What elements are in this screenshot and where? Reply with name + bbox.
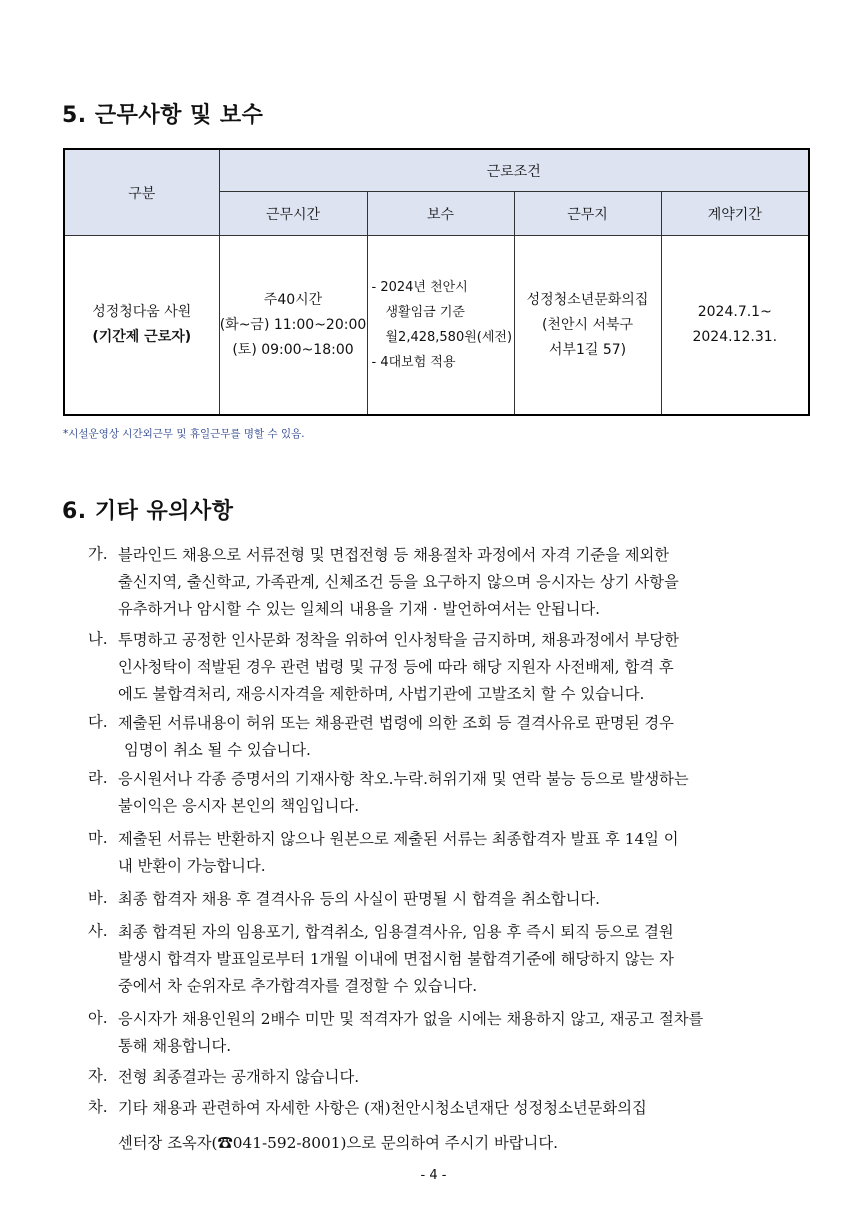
hours-line: (화~금) 11:00~20:00 xyxy=(219,316,367,333)
section6-title: 6. 기타 유의사항 xyxy=(62,499,234,524)
location-line: 서부1길 57) xyxy=(548,341,627,358)
list-item xyxy=(88,1006,812,1060)
section5-title: 5. 근무사항 및 보수 xyxy=(62,103,264,128)
table-note: *시설운영상 시간외근무 및 휴일근무를 명할 수 있음. xyxy=(63,428,305,440)
item-line: 투명하고 공정한 인사문화 정착을 위하여 인사청탁을 금지하며, 채용과정에서 부당한 xyxy=(118,631,679,649)
header-work-conditions: 근로조건 xyxy=(219,149,809,192)
item-line: 최종 합격자 채용 후 결격사유 등의 사실이 판명될 시 합격을 취소합니다. xyxy=(118,890,601,908)
item-line: 불이익은 응시자 본인의 책임입니다. xyxy=(118,797,360,815)
location-line: 성정청소년문화의집 xyxy=(526,291,649,308)
header-location: 근무지 xyxy=(514,192,661,236)
position-title: 성정청다움 사원 xyxy=(92,304,192,320)
list-item xyxy=(88,542,812,623)
position-type: (기간제 근로자) xyxy=(92,329,192,345)
item-marker: 다. xyxy=(88,713,108,731)
item-marker: 사. xyxy=(88,922,108,940)
item-marker: 차. xyxy=(88,1098,108,1116)
cell-pay xyxy=(367,236,514,416)
item-line: 에도 불합격처리, 재응시자격을 제한하며, 사법기관에 고발조치 할 수 있습니다. xyxy=(118,685,645,703)
item-line: 센터장 조옥자(☎041-592-8001)으로 문의하여 주시기 바랍니다. xyxy=(118,1134,558,1152)
list-item xyxy=(88,826,812,880)
item-line: 발생시 합격자 발표일로부터 1개월 이내에 면접시험 불합격기준에 해당하지 않는 자 xyxy=(118,950,674,968)
work-conditions-table xyxy=(63,148,810,416)
list-item xyxy=(88,627,812,708)
contract-line: 2024.7.1~ xyxy=(697,304,772,320)
item-marker: 나. xyxy=(88,630,108,648)
list-item xyxy=(88,919,812,1000)
item-marker: 자. xyxy=(88,1067,108,1085)
item-line: 중에서 차 순위자로 추가합격자를 결정할 수 있습니다. xyxy=(118,977,478,995)
item-line: 응시자가 채용인원의 2배수 미만 및 적격자가 없을 시에는 채용하지 않고, 재공고 절차를 xyxy=(118,1010,704,1028)
item-line: 최종 합격된 자의 임용포기, 합격취소, 임용결격사유, 임용 후 즉시 퇴직 등으로 결원 xyxy=(118,923,674,941)
hours-line: (토) 09:00~18:00 xyxy=(232,341,354,358)
item-marker: 아. xyxy=(88,1009,108,1027)
item-line: 내 반환이 가능합니다. xyxy=(118,857,266,875)
item-line: 제출된 서류는 반환하지 않으나 원본으로 제출된 서류는 최종합격자 발표 후 14일 이 xyxy=(118,830,679,848)
cell-position xyxy=(64,236,219,416)
item-marker: 마. xyxy=(88,829,108,847)
item-line: 유추하거나 암시할 수 있는 일체의 내용을 기재 · 발언하여서는 안됩니다. xyxy=(118,600,601,618)
pay-line: - 4대보험 적용 xyxy=(371,355,456,370)
pay-line: 월2,428,580원(세전) xyxy=(385,330,513,345)
item-marker: 라. xyxy=(88,769,108,787)
hours-line: 주40시간 xyxy=(263,291,323,308)
header-category: 구분 xyxy=(64,149,219,236)
list-item xyxy=(88,1095,812,1157)
header-pay: 보수 xyxy=(367,192,514,236)
page-number: - 4 - xyxy=(420,1168,447,1183)
cell-contract xyxy=(661,236,809,416)
item-line: 응시원서나 각종 증명서의 기재사항 착오.누락.허위기재 및 연락 불능 등으로 발생하는 xyxy=(118,770,689,788)
item-marker: 바. xyxy=(88,889,108,907)
item-line: 블라인드 채용으로 서류전형 및 면접전형 등 채용절차 과정에서 자격 기준을 제외한 xyxy=(118,546,670,564)
location-line: (천안시 서북구 xyxy=(541,316,634,333)
notice-list xyxy=(88,542,812,1157)
pay-line: 생활임금 기준 xyxy=(385,305,465,320)
header-hours: 근무시간 xyxy=(219,192,367,236)
item-line: 제출된 서류내용이 허위 또는 채용관련 법령에 의한 조회 등 결격사유로 판명된 경우 xyxy=(118,714,674,732)
cell-hours xyxy=(219,236,367,416)
contract-line: 2024.12.31. xyxy=(692,329,778,345)
item-line: 통해 채용합니다. xyxy=(118,1037,232,1055)
item-line: 기타 채용과 관련하여 자세한 사항은 (재)천안시청소년재단 성정청소년문화의집 xyxy=(118,1099,647,1117)
item-line: 출신지역, 출신학교, 가족관계, 신체조건 등을 요구하지 않으며 응시자는 상기 사항을 xyxy=(118,573,679,591)
list-item xyxy=(88,710,812,764)
list-item xyxy=(88,886,812,913)
item-line: 임명이 취소 될 수 있습니다. xyxy=(124,741,311,759)
list-item xyxy=(88,766,812,820)
list-item xyxy=(88,1064,812,1091)
cell-location xyxy=(514,236,661,416)
item-marker: 가. xyxy=(88,545,108,563)
header-contract: 계약기간 xyxy=(661,192,809,236)
item-line: 전형 최종결과는 공개하지 않습니다. xyxy=(118,1068,360,1086)
pay-line: - 2024년 천안시 xyxy=(371,280,468,295)
item-line: 인사청탁이 적발된 경우 관련 법령 및 규정 등에 따라 해당 지원자 사전배제, 합격 후 xyxy=(118,658,674,676)
